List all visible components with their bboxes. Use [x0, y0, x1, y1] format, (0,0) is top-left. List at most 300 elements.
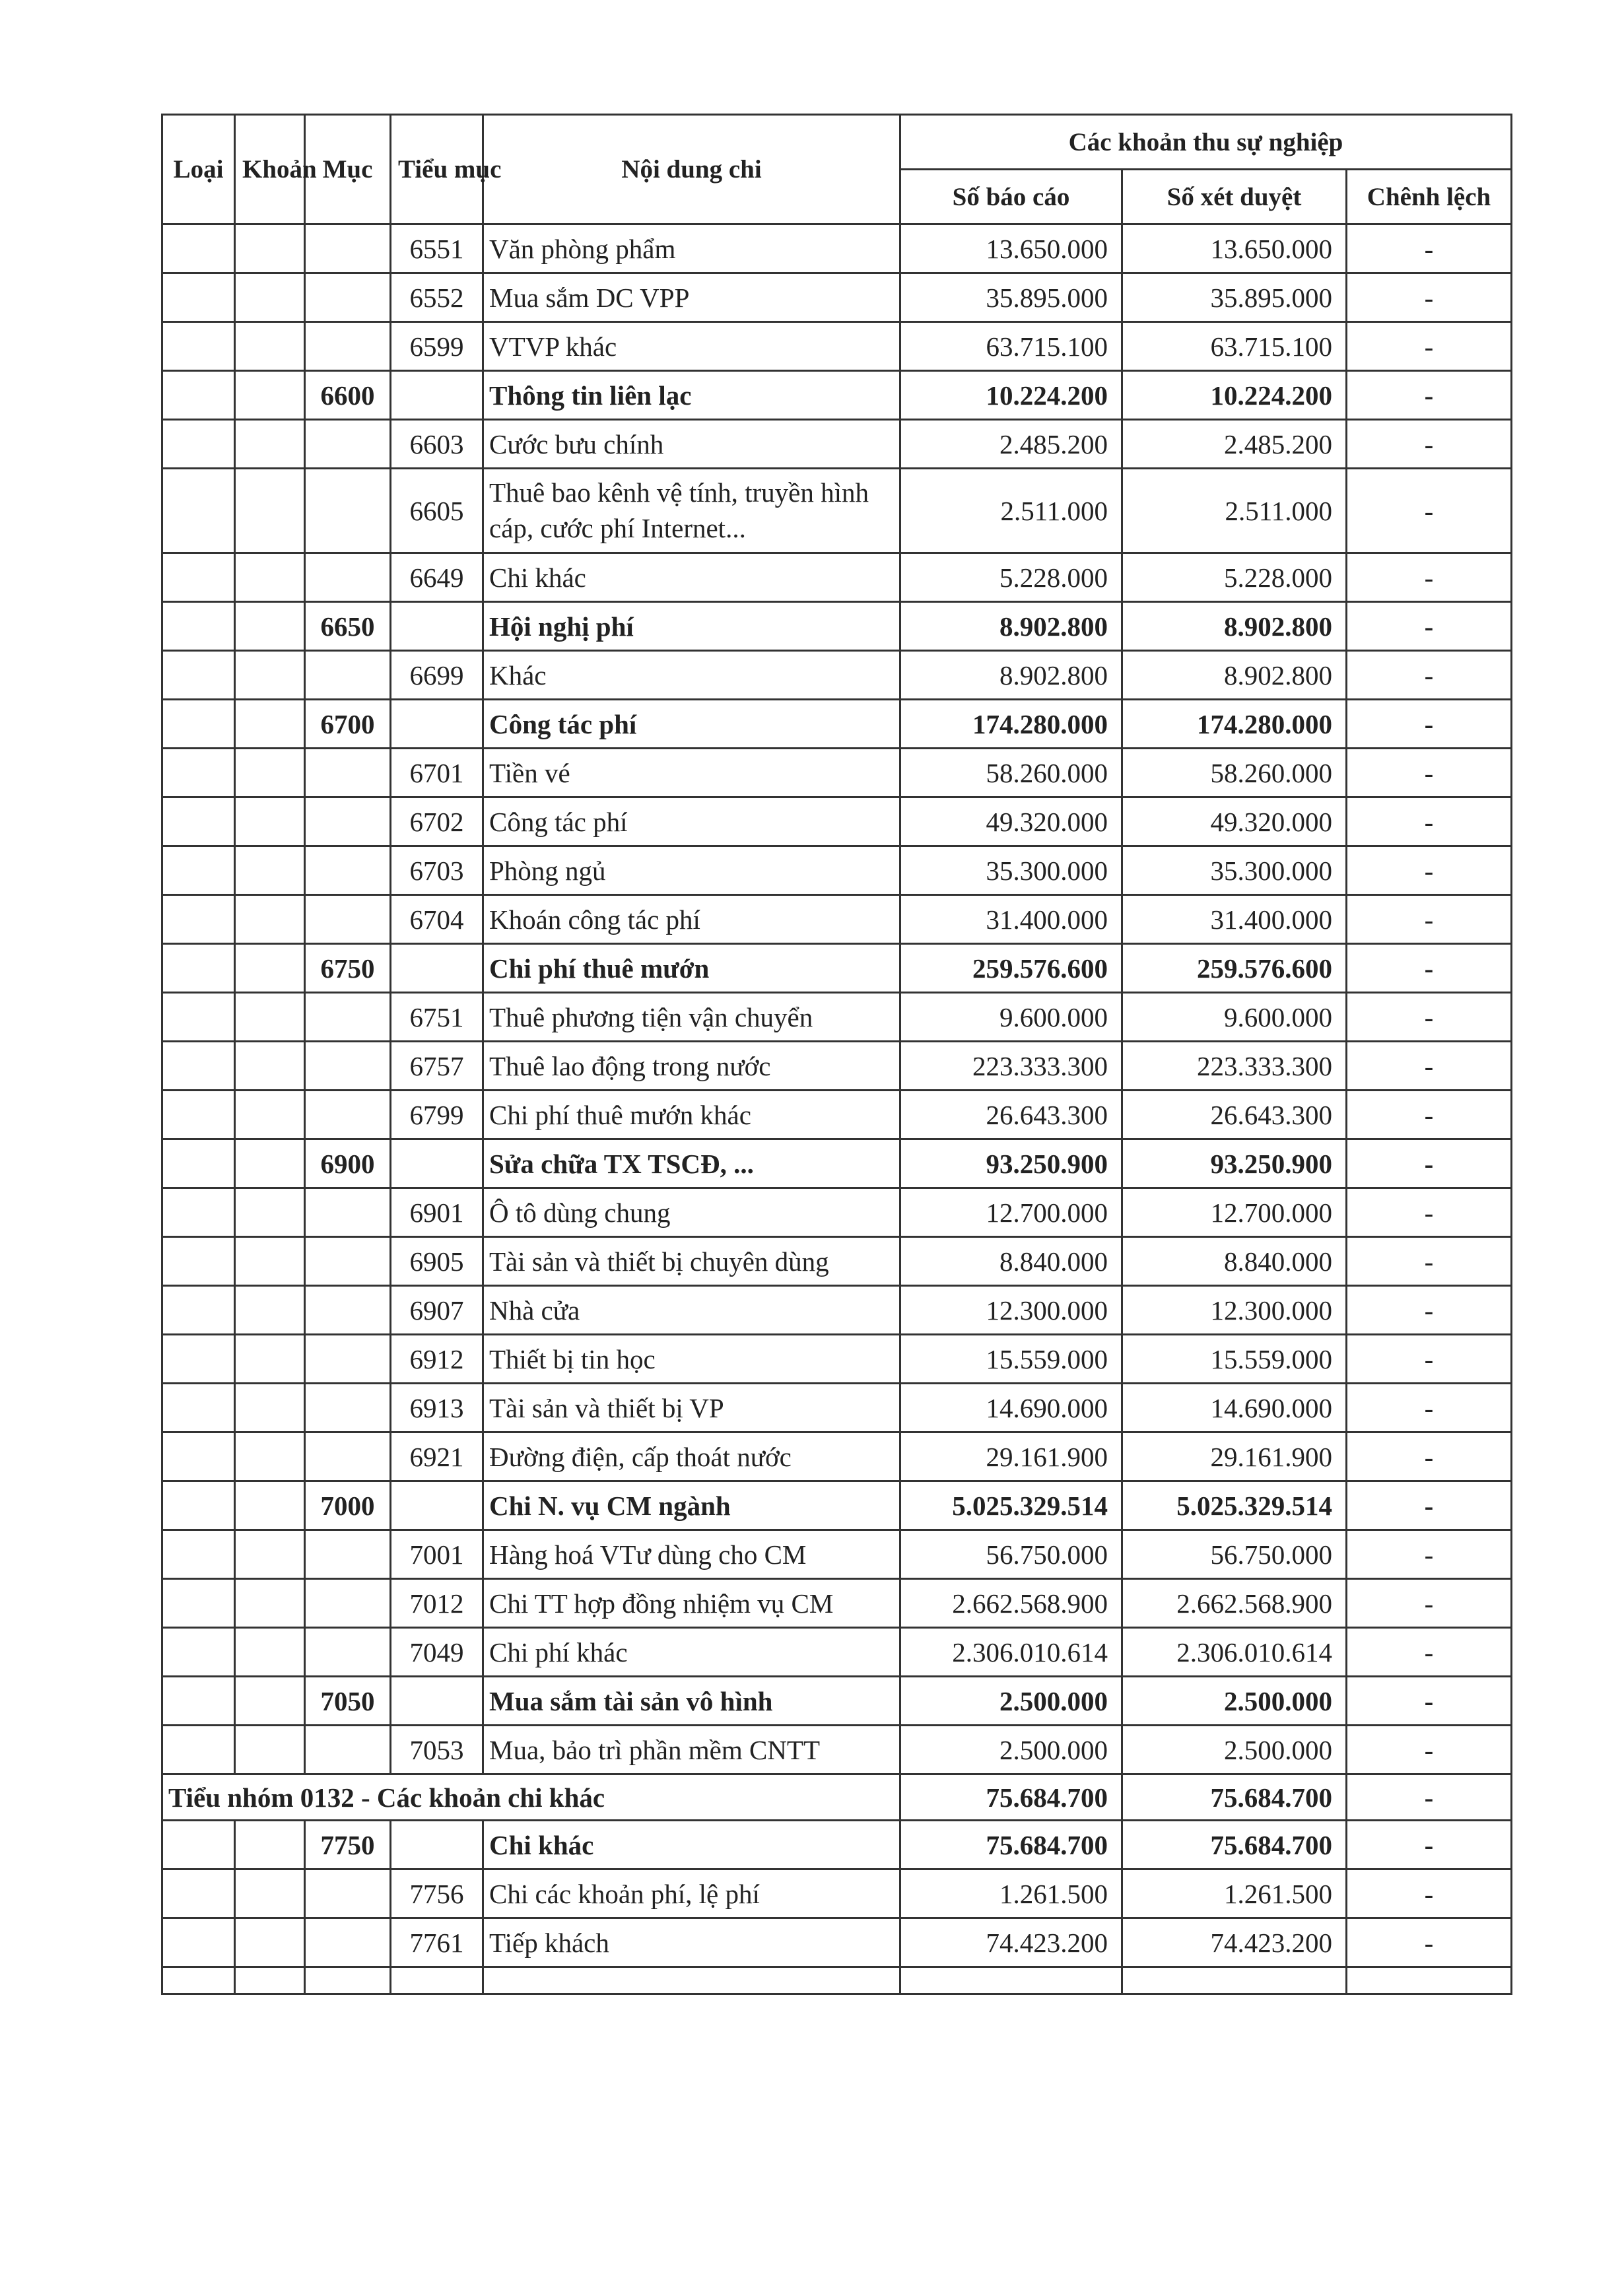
muc-cell — [305, 749, 391, 797]
desc-cell: Chi khác — [483, 553, 900, 602]
diff-cell: - — [1347, 1774, 1512, 1821]
loai-cell — [162, 1042, 235, 1091]
loai-cell — [162, 1384, 235, 1432]
loai-cell — [162, 1091, 235, 1139]
table-row — [162, 1237, 1512, 1286]
desc-cell: Tiếp khách — [483, 1918, 900, 1967]
loai-cell — [162, 371, 235, 420]
khoan-cell — [235, 420, 305, 469]
table-row-muc — [162, 944, 1512, 993]
reported-cell: 8.902.800 — [900, 651, 1122, 700]
reported-cell: 29.161.900 — [900, 1432, 1122, 1481]
diff-cell: - — [1347, 1481, 1512, 1530]
loai-cell — [162, 749, 235, 797]
tieu-muc-cell: 6907 — [391, 1286, 483, 1335]
desc-cell: Ô tô dùng chung — [483, 1188, 900, 1237]
reported-cell: 5.025.329.514 — [900, 1481, 1122, 1530]
approved-cell: 13.650.000 — [1122, 224, 1347, 273]
diff-cell: - — [1347, 1869, 1512, 1918]
approved-cell: 93.250.900 — [1122, 1139, 1347, 1188]
diff-cell: - — [1347, 1821, 1512, 1869]
approved-cell: 10.224.200 — [1122, 371, 1347, 420]
muc-cell — [305, 1091, 391, 1139]
khoan-cell — [235, 749, 305, 797]
muc-cell — [305, 993, 391, 1042]
khoan-cell — [235, 993, 305, 1042]
empty-cell — [900, 1967, 1122, 1994]
reported-cell: 223.333.300 — [900, 1042, 1122, 1091]
khoan-cell — [235, 469, 305, 553]
desc-cell: Thiết bị tin học — [483, 1335, 900, 1384]
khoan-cell — [235, 1139, 305, 1188]
table-row-muc — [162, 602, 1512, 651]
header-row-1 — [162, 115, 1512, 170]
khoan-cell — [235, 1237, 305, 1286]
approved-cell: 2.306.010.614 — [1122, 1628, 1347, 1677]
muc-cell — [305, 651, 391, 700]
desc-cell: Mua sắm tài sản vô hình — [483, 1677, 900, 1726]
loai-cell — [162, 1677, 235, 1726]
diff-cell: - — [1347, 1237, 1512, 1286]
muc-cell: 7750 — [305, 1821, 391, 1869]
approved-cell: 2.500.000 — [1122, 1677, 1347, 1726]
tieu-muc-cell: 6599 — [391, 322, 483, 371]
table-row — [162, 1869, 1512, 1918]
khoan-cell — [235, 1188, 305, 1237]
table-row — [162, 1188, 1512, 1237]
khoan-cell — [235, 1677, 305, 1726]
table-row — [162, 420, 1512, 469]
desc-cell: Tiền vé — [483, 749, 900, 797]
diff-cell: - — [1347, 700, 1512, 749]
table-row — [162, 1579, 1512, 1628]
reported-cell: 174.280.000 — [900, 700, 1122, 749]
loai-cell — [162, 273, 235, 322]
empty-cell — [305, 1967, 391, 1994]
approved-cell: 5.228.000 — [1122, 553, 1347, 602]
approved-cell: 259.576.600 — [1122, 944, 1347, 993]
tieu-muc-cell: 6921 — [391, 1432, 483, 1481]
diff-cell: - — [1347, 1384, 1512, 1432]
diff-cell: - — [1347, 1188, 1512, 1237]
table-row-muc — [162, 371, 1512, 420]
desc-cell: Mua, bảo trì phần mềm CNTT — [483, 1726, 900, 1774]
loai-cell — [162, 1579, 235, 1628]
muc-cell: 6650 — [305, 602, 391, 651]
muc-cell: 6750 — [305, 944, 391, 993]
desc-cell: Thông tin liên lạc — [483, 371, 900, 420]
muc-cell — [305, 1237, 391, 1286]
loai-cell — [162, 1432, 235, 1481]
table-row — [162, 1432, 1512, 1481]
desc-cell: Cước bưu chính — [483, 420, 900, 469]
khoan-cell — [235, 797, 305, 846]
loai-cell — [162, 1335, 235, 1384]
desc-cell: VTVP khác — [483, 322, 900, 371]
khoan-cell — [235, 895, 305, 944]
diff-cell: - — [1347, 469, 1512, 553]
desc-cell: Tài sản và thiết bị VP — [483, 1384, 900, 1432]
col-header-diff: Chênh lệch — [1347, 170, 1512, 224]
desc-cell: Khoán công tác phí — [483, 895, 900, 944]
desc-cell: Thuê lao động trong nước — [483, 1042, 900, 1091]
table-row — [162, 846, 1512, 895]
table-row-group — [162, 1774, 1512, 1821]
reported-cell: 9.600.000 — [900, 993, 1122, 1042]
diff-cell: - — [1347, 651, 1512, 700]
muc-cell: 6900 — [305, 1139, 391, 1188]
reported-cell: 35.895.000 — [900, 273, 1122, 322]
approved-cell: 63.715.100 — [1122, 322, 1347, 371]
reported-cell: 75.684.700 — [900, 1774, 1122, 1821]
desc-cell: Hàng hoá VTư dùng cho CM — [483, 1530, 900, 1579]
approved-cell: 26.643.300 — [1122, 1091, 1347, 1139]
table-body — [162, 224, 1512, 1994]
khoan-cell — [235, 273, 305, 322]
diff-cell: - — [1347, 1530, 1512, 1579]
reported-cell: 49.320.000 — [900, 797, 1122, 846]
approved-cell: 12.300.000 — [1122, 1286, 1347, 1335]
col-header-loai: Loại — [162, 115, 235, 224]
approved-cell: 12.700.000 — [1122, 1188, 1347, 1237]
tieu-muc-cell: 6704 — [391, 895, 483, 944]
empty-cell — [235, 1967, 305, 1994]
loai-cell — [162, 322, 235, 371]
approved-cell: 8.840.000 — [1122, 1237, 1347, 1286]
loai-cell — [162, 1188, 235, 1237]
loai-cell — [162, 553, 235, 602]
diff-cell: - — [1347, 273, 1512, 322]
desc-cell: Tài sản và thiết bị chuyên dùng — [483, 1237, 900, 1286]
approved-cell: 1.261.500 — [1122, 1869, 1347, 1918]
empty-cell — [1122, 1967, 1347, 1994]
diff-cell: - — [1347, 553, 1512, 602]
muc-cell: 7000 — [305, 1481, 391, 1530]
muc-cell — [305, 1579, 391, 1628]
tieu-muc-cell: 7012 — [391, 1579, 483, 1628]
reported-cell: 63.715.100 — [900, 322, 1122, 371]
diff-cell: - — [1347, 1677, 1512, 1726]
loai-cell — [162, 1481, 235, 1530]
loai-cell — [162, 797, 235, 846]
group-label: Tiểu nhóm 0132 - Các khoản chi khác — [162, 1774, 900, 1821]
table-row — [162, 1384, 1512, 1432]
tieu-muc-cell: 6552 — [391, 273, 483, 322]
reported-cell: 75.684.700 — [900, 1821, 1122, 1869]
approved-cell: 9.600.000 — [1122, 993, 1347, 1042]
diff-cell: - — [1347, 1432, 1512, 1481]
approved-cell: 31.400.000 — [1122, 895, 1347, 944]
diff-cell: - — [1347, 1726, 1512, 1774]
table-row — [162, 273, 1512, 322]
muc-cell — [305, 1335, 391, 1384]
khoan-cell — [235, 1530, 305, 1579]
table-row-muc — [162, 1481, 1512, 1530]
approved-cell: 174.280.000 — [1122, 700, 1347, 749]
muc-cell — [305, 1530, 391, 1579]
muc-cell: 6600 — [305, 371, 391, 420]
reported-cell: 2.511.000 — [900, 469, 1122, 553]
table-row — [162, 1726, 1512, 1774]
reported-cell: 12.300.000 — [900, 1286, 1122, 1335]
diff-cell: - — [1347, 322, 1512, 371]
reported-cell: 56.750.000 — [900, 1530, 1122, 1579]
approved-cell: 35.895.000 — [1122, 273, 1347, 322]
tieu-muc-cell: 6551 — [391, 224, 483, 273]
muc-cell — [305, 1918, 391, 1967]
table-row — [162, 322, 1512, 371]
diff-cell: - — [1347, 1579, 1512, 1628]
tieu-muc-cell — [391, 1821, 483, 1869]
desc-cell: Công tác phí — [483, 797, 900, 846]
diff-cell: - — [1347, 749, 1512, 797]
desc-cell: Công tác phí — [483, 700, 900, 749]
desc-cell: Chi phí khác — [483, 1628, 900, 1677]
diff-cell: - — [1347, 1628, 1512, 1677]
reported-cell: 2.500.000 — [900, 1726, 1122, 1774]
loai-cell — [162, 224, 235, 273]
table-row-muc — [162, 1821, 1512, 1869]
approved-cell: 5.025.329.514 — [1122, 1481, 1347, 1530]
muc-cell — [305, 1726, 391, 1774]
muc-cell — [305, 273, 391, 322]
empty-cell — [162, 1967, 235, 1994]
tieu-muc-cell: 7756 — [391, 1869, 483, 1918]
col-header-khoan: Khoản — [235, 115, 305, 224]
muc-cell — [305, 1869, 391, 1918]
reported-cell: 31.400.000 — [900, 895, 1122, 944]
reported-cell: 93.250.900 — [900, 1139, 1122, 1188]
reported-cell: 13.650.000 — [900, 224, 1122, 273]
diff-cell: - — [1347, 993, 1512, 1042]
desc-cell: Hội nghị phí — [483, 602, 900, 651]
muc-cell — [305, 1188, 391, 1237]
khoan-cell — [235, 1432, 305, 1481]
reported-cell: 8.840.000 — [900, 1237, 1122, 1286]
khoan-cell — [235, 700, 305, 749]
reported-cell: 8.902.800 — [900, 602, 1122, 651]
khoan-cell — [235, 1726, 305, 1774]
tieu-muc-cell — [391, 700, 483, 749]
reported-cell: 2.485.200 — [900, 420, 1122, 469]
tieu-muc-cell: 6649 — [391, 553, 483, 602]
table-row-muc — [162, 700, 1512, 749]
reported-cell: 2.306.010.614 — [900, 1628, 1122, 1677]
table-row — [162, 1042, 1512, 1091]
diff-cell: - — [1347, 420, 1512, 469]
table-row-muc — [162, 1677, 1512, 1726]
desc-cell: Nhà cửa — [483, 1286, 900, 1335]
loai-cell — [162, 1918, 235, 1967]
approved-cell: 75.684.700 — [1122, 1821, 1347, 1869]
tieu-muc-cell: 6751 — [391, 993, 483, 1042]
tieu-muc-cell: 7001 — [391, 1530, 483, 1579]
diff-cell: - — [1347, 1139, 1512, 1188]
khoan-cell — [235, 1918, 305, 1967]
reported-cell: 1.261.500 — [900, 1869, 1122, 1918]
tieu-muc-cell: 6702 — [391, 797, 483, 846]
col-header-reported: Số báo cáo — [900, 170, 1122, 224]
diff-cell: - — [1347, 602, 1512, 651]
tieu-muc-cell: 6912 — [391, 1335, 483, 1384]
muc-cell — [305, 224, 391, 273]
loai-cell — [162, 1869, 235, 1918]
muc-cell — [305, 1432, 391, 1481]
loai-cell — [162, 469, 235, 553]
table-row — [162, 224, 1512, 273]
desc-cell: Chi TT hợp đồng nhiệm vụ CM — [483, 1579, 900, 1628]
col-header-tieu-muc: Tiểu mục — [391, 115, 483, 224]
table-row — [162, 469, 1512, 553]
desc-cell: Phòng ngủ — [483, 846, 900, 895]
loai-cell — [162, 944, 235, 993]
diff-cell: - — [1347, 944, 1512, 993]
reported-cell: 74.423.200 — [900, 1918, 1122, 1967]
loai-cell — [162, 420, 235, 469]
loai-cell — [162, 1286, 235, 1335]
khoan-cell — [235, 1628, 305, 1677]
approved-cell: 2.485.200 — [1122, 420, 1347, 469]
empty-cell — [1347, 1967, 1512, 1994]
tieu-muc-cell: 6703 — [391, 846, 483, 895]
approved-cell: 35.300.000 — [1122, 846, 1347, 895]
khoan-cell — [235, 944, 305, 993]
approved-cell: 29.161.900 — [1122, 1432, 1347, 1481]
loai-cell — [162, 993, 235, 1042]
tieu-muc-cell — [391, 944, 483, 993]
diff-cell: - — [1347, 797, 1512, 846]
approved-cell: 223.333.300 — [1122, 1042, 1347, 1091]
approved-cell: 2.500.000 — [1122, 1726, 1347, 1774]
tieu-muc-cell: 6701 — [391, 749, 483, 797]
loai-cell — [162, 1530, 235, 1579]
table-row-empty — [162, 1967, 1512, 1994]
tieu-muc-cell: 7053 — [391, 1726, 483, 1774]
tieu-muc-cell: 6603 — [391, 420, 483, 469]
khoan-cell — [235, 651, 305, 700]
reported-cell: 58.260.000 — [900, 749, 1122, 797]
khoan-cell — [235, 1091, 305, 1139]
reported-cell: 2.500.000 — [900, 1677, 1122, 1726]
diff-cell: - — [1347, 1335, 1512, 1384]
muc-cell: 6700 — [305, 700, 391, 749]
tieu-muc-cell: 6757 — [391, 1042, 483, 1091]
col-header-approved: Số xét duyệt — [1122, 170, 1347, 224]
diff-cell: - — [1347, 846, 1512, 895]
khoan-cell — [235, 553, 305, 602]
tieu-muc-cell: 6913 — [391, 1384, 483, 1432]
table-row — [162, 993, 1512, 1042]
khoan-cell — [235, 846, 305, 895]
desc-cell: Thuê phương tiện vận chuyển — [483, 993, 900, 1042]
loai-cell — [162, 1139, 235, 1188]
khoan-cell — [235, 602, 305, 651]
tieu-muc-cell: 7761 — [391, 1918, 483, 1967]
diff-cell: - — [1347, 1918, 1512, 1967]
muc-cell — [305, 895, 391, 944]
loai-cell — [162, 700, 235, 749]
table-row — [162, 1530, 1512, 1579]
budget-table — [161, 114, 1512, 1995]
loai-cell — [162, 895, 235, 944]
diff-cell: - — [1347, 371, 1512, 420]
muc-cell — [305, 1628, 391, 1677]
tieu-muc-cell — [391, 602, 483, 651]
table-row — [162, 651, 1512, 700]
loai-cell — [162, 846, 235, 895]
diff-cell: - — [1347, 1042, 1512, 1091]
muc-cell — [305, 1384, 391, 1432]
tieu-muc-cell: 6905 — [391, 1237, 483, 1286]
muc-cell — [305, 420, 391, 469]
muc-cell — [305, 322, 391, 371]
muc-cell — [305, 469, 391, 553]
approved-cell: 2.511.000 — [1122, 469, 1347, 553]
reported-cell: 12.700.000 — [900, 1188, 1122, 1237]
desc-cell: Sửa chữa TX TSCĐ, ... — [483, 1139, 900, 1188]
reported-cell: 5.228.000 — [900, 553, 1122, 602]
diff-cell: - — [1347, 1091, 1512, 1139]
table-row — [162, 749, 1512, 797]
muc-cell — [305, 846, 391, 895]
loai-cell — [162, 651, 235, 700]
approved-cell: 8.902.800 — [1122, 602, 1347, 651]
loai-cell — [162, 1821, 235, 1869]
desc-cell: Chi các khoản phí, lệ phí — [483, 1869, 900, 1918]
desc-cell: Chi khác — [483, 1821, 900, 1869]
muc-cell — [305, 1286, 391, 1335]
col-header-group: Các khoản thu sự nghiệp — [900, 115, 1512, 170]
desc-cell: Khác — [483, 651, 900, 700]
desc-cell: Thuê bao kênh vệ tính, truyền hình cáp, cước phí Internet... — [483, 469, 900, 553]
loai-cell — [162, 1237, 235, 1286]
reported-cell: 15.559.000 — [900, 1335, 1122, 1384]
table-row — [162, 1286, 1512, 1335]
khoan-cell — [235, 371, 305, 420]
diff-cell: - — [1347, 895, 1512, 944]
desc-cell: Chi N. vụ CM ngành — [483, 1481, 900, 1530]
loai-cell — [162, 1628, 235, 1677]
reported-cell: 26.643.300 — [900, 1091, 1122, 1139]
tieu-muc-cell — [391, 1481, 483, 1530]
approved-cell: 14.690.000 — [1122, 1384, 1347, 1432]
approved-cell: 74.423.200 — [1122, 1918, 1347, 1967]
approved-cell: 8.902.800 — [1122, 651, 1347, 700]
approved-cell: 58.260.000 — [1122, 749, 1347, 797]
khoan-cell — [235, 1335, 305, 1384]
loai-cell — [162, 602, 235, 651]
tieu-muc-cell: 6799 — [391, 1091, 483, 1139]
table-row — [162, 1091, 1512, 1139]
table-row — [162, 1628, 1512, 1677]
approved-cell: 15.559.000 — [1122, 1335, 1347, 1384]
muc-cell — [305, 553, 391, 602]
loai-cell — [162, 1726, 235, 1774]
empty-cell — [391, 1967, 483, 1994]
tieu-muc-cell: 6605 — [391, 469, 483, 553]
tieu-muc-cell: 7049 — [391, 1628, 483, 1677]
col-header-muc: Mục — [305, 115, 391, 224]
tieu-muc-cell: 6901 — [391, 1188, 483, 1237]
approved-cell: 2.662.568.900 — [1122, 1579, 1347, 1628]
tieu-muc-cell: 6699 — [391, 651, 483, 700]
approved-cell: 56.750.000 — [1122, 1530, 1347, 1579]
khoan-cell — [235, 1384, 305, 1432]
muc-cell — [305, 1042, 391, 1091]
reported-cell: 14.690.000 — [900, 1384, 1122, 1432]
khoan-cell — [235, 1869, 305, 1918]
table-row — [162, 1918, 1512, 1967]
